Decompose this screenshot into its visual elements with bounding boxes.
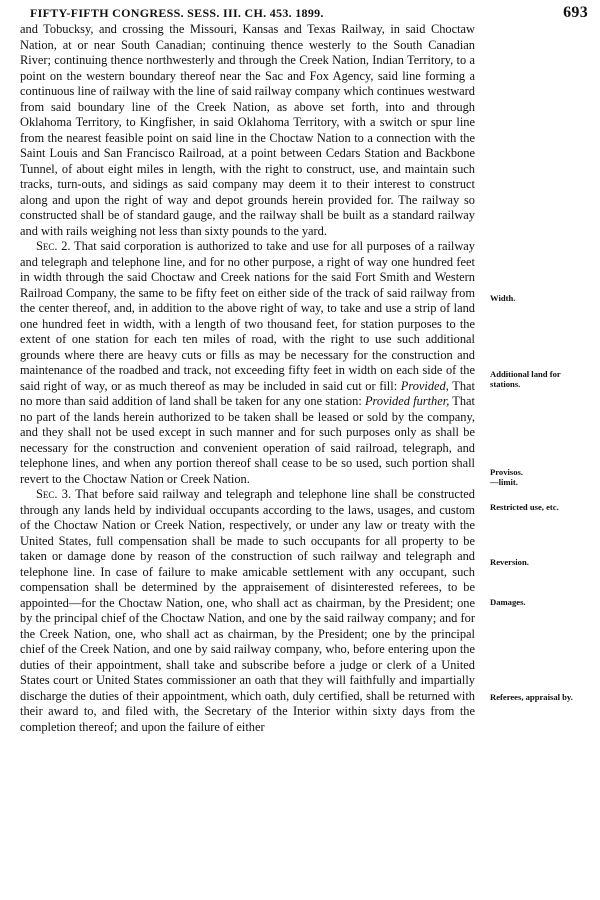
page-header <box>30 4 590 24</box>
paragraph-section-3 <box>20 487 475 735</box>
text-run: That no more than said addition of land shall be taken for any one station: <box>20 378 475 408</box>
paragraph-section-2 <box>20 239 475 487</box>
italic-run: Provided further, <box>364 394 450 408</box>
margin-note-referees: Referees, appraisal by. <box>490 692 573 702</box>
text-run: That before said railway and telegraph and telephone line shall be constructed through any lands held by individual occupants according to the laws, usages, and custom of the Choctaw Nation or Creek Nation, respectively, or under any law or treaty with the United States, full compensation shall be made to such occupants for all property to be taken or damage done by reason of the construction of such railway and telegraph and telephone line. In case of failure to make amicable settlement with any occupant, such compensation shall be determined by the appraisement of disinterested referees, to be appointed—for the Choctaw Nation, one, who shall act as chairman, by the President; one by the principal chief of the Choctaw Nation, and one by the said railway company; and for the Creek Nation, one, who shall act as chairman, by the President; one by the principal chief of the Creek Nation, and one by said railway company, who, before entering upon the duties of their appointment, shall take and subscribe before a judge or clerk of a United States court or United States commissioner an oath that they will faithfully and impartially discharge the duties of their appointment, which oath, duly certified, shall be returned with their award to, and filed with, the Secretary of the Interior within sixty days from the completion thereof; and upon the failure of either <box>20 487 475 734</box>
italic-run: Provided, <box>400 378 449 393</box>
section-label: Sec. 2. <box>36 239 71 253</box>
text-run: That said corporation is authorized to take and use for all purposes of a railway and telegraph and telephone line, and for no other purpose, a right of way one hundred feet in width through the said Choctaw and Creek nations for the said Fort Smith and Western Railroad Company, the same to be fifty feet on either side of the track of said railway from the center thereof, and, in addition to the above right of way, to take and use a strip of land one hundred feet in width, with a length of two thousand feet, for station purposes to the extent of one station for each ten miles of road, with the right to use such additional grounds where there are heavy cuts or fills as may be necessary for the construction and maintenance of the roadbed and track, not exceeding fifty feet in width on each side of the said right of way, or as much thereof as may be included in said cut or fill: <box>20 239 475 393</box>
margin-note-provisos: Provisos. —limit. <box>490 467 524 487</box>
running-head: FIFTY-FIFTH CONGRESS. SESS. III. CH. 453. 1899. <box>30 6 324 20</box>
margin-note-reversion: Reversion. <box>490 557 529 567</box>
margin-note-restricted-use: Restricted use, etc. <box>490 502 559 512</box>
margin-note-damages: Damages. <box>490 597 526 607</box>
page-number: 693 <box>563 4 588 21</box>
paragraph-continuation <box>20 22 475 239</box>
margin-note-additional-land: Additional land for stations. <box>490 369 561 389</box>
text-run: and Tobucksy, and crossing the Missouri, Kansas and Texas Railway, in said Choctaw Nation, at or near South Canadian; continuing thence westerly to the South Canadian River; continuing thence northwesterly and through the Creek Nation, Indian Territory, to a point on the western boundary thereof near the Sac and Fox Agency, said line forming a continuous line of railway with the line of said railway company which continues westward from said boundary line of the Creek Nation, as above set forth, into and through Oklahoma Territory, to Kingfisher, in said Oklahoma Territory, with a switch or spur line from the nearest feasible point on said line in the Choctaw Nation to a connection with the Saint Louis and San Francisco Railroad, at a point between Cedars Station and Backbone Tunnel, of about eight miles in length, with the right to construct, use, and maintain such tracks, turn-outs, and sidings as said company may deem it to their interest to construct along and upon the right of way and depot grounds herein provided for. The railway so constructed shall be of standard gauge, and the railway shall be built as a standard railway and with rails weighing not less than sixty pounds to the yard. <box>20 22 475 238</box>
section-label: Sec. 3. <box>36 487 72 501</box>
statute-text <box>20 22 475 735</box>
text-run: That no part of the lands herein authorized to be taken shall be leased or sold by the company, and they shall not be used except in such manner and for such purposes only as shall be necessary for the construction and convenient operation of said railroad, telegraph, and telephone lines, and when any portion thereof shall cease to be so used, such portion shall revert to the Choctaw Nation or Creek Nation. <box>20 394 475 486</box>
margin-note-width: Width. <box>490 293 516 303</box>
